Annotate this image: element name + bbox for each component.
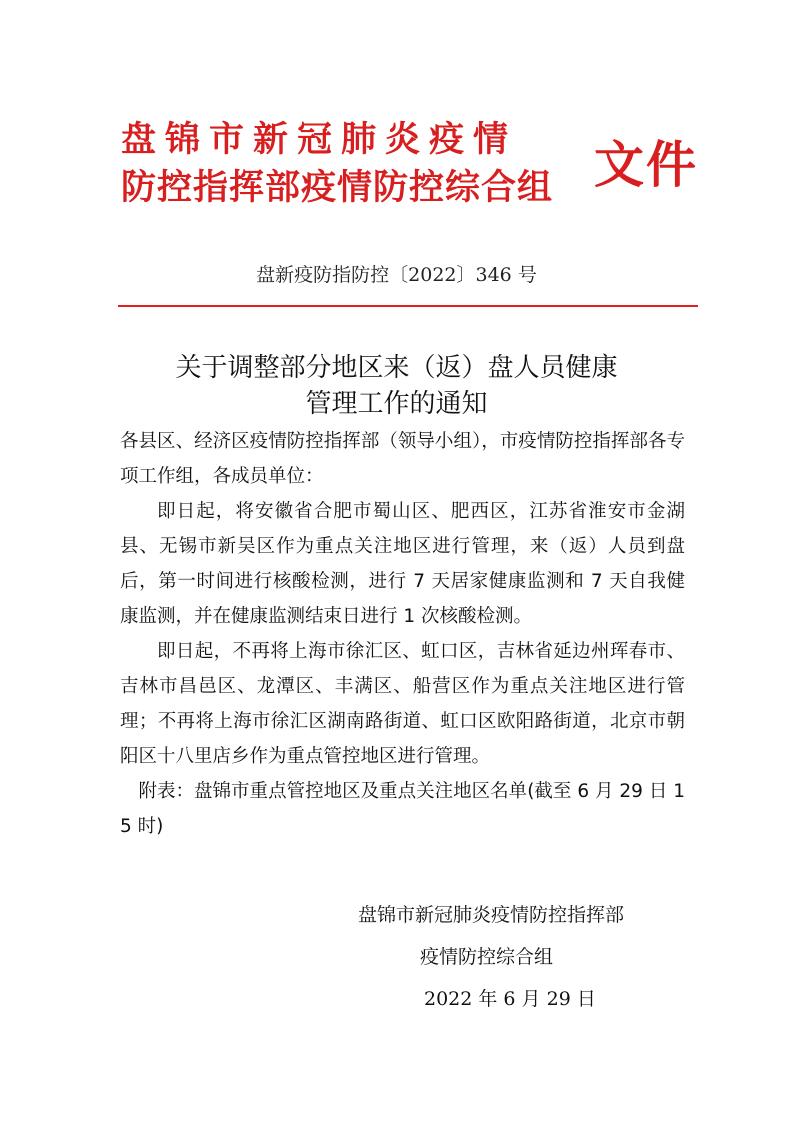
notice-title-line2: 管理工作的通知 bbox=[305, 389, 488, 419]
signature-organization: 盘锦市新冠肺炎疫情防控指挥部 bbox=[358, 904, 625, 926]
notice-title bbox=[100, 350, 693, 422]
issuing-authority-line2: 防控指挥部疫情防控综合组 bbox=[121, 168, 554, 208]
paragraph-removed-areas: 即日起，不再将上海市徐汇区、虹口区，吉林省延边州珲春市、吉林市昌邑区、龙潭区、丰满区、船营区作为重点关注地区进行管理；不再将上海市徐汇区湖南路街道、虹口区欧阳路街道，北京市朝阳区十八里店乡作为重点管控地区进行管理。 bbox=[120, 641, 685, 767]
issuing-authority-title bbox=[121, 116, 591, 212]
attachment-note: 附表：盘锦市重点管控地区及重点关注地区名单(截至 6 月 29 日 15 时) bbox=[120, 781, 685, 837]
signature-block bbox=[340, 894, 670, 1020]
issuing-authority-line1: 盘锦市新冠肺炎疫情 bbox=[121, 120, 518, 160]
notice-title-line1: 关于调整部分地区来（返）盘人员健康 bbox=[175, 353, 618, 383]
paragraph-focus-areas: 即日起，将安徽省合肥市蜀山区、肥西区，江苏省淮安市金湖县、无锡市新吴区作为重点关注地区进行管理，来（返）人员到盘后，第一时间进行核酸检测，进行 7 天居家健康监测和 7 天自我健康监测，并在健康监测结束日进行 1 次核酸检测。 bbox=[120, 501, 685, 627]
signature-date: 2022 年 6 月 29 日 bbox=[424, 988, 596, 1010]
addressee: 各县区、经济区疫情防控指挥部（领导小组），市疫情防控指挥部各专项工作组，各成员单位： bbox=[120, 431, 685, 487]
document-type-label: 文件 bbox=[594, 136, 698, 194]
signature-group: 疫情防控综合组 bbox=[420, 946, 554, 968]
notice-body bbox=[120, 424, 685, 844]
document-number: 盘新疫防指防控〔2022〕346 号 bbox=[256, 264, 537, 286]
red-separator-line bbox=[118, 305, 698, 307]
